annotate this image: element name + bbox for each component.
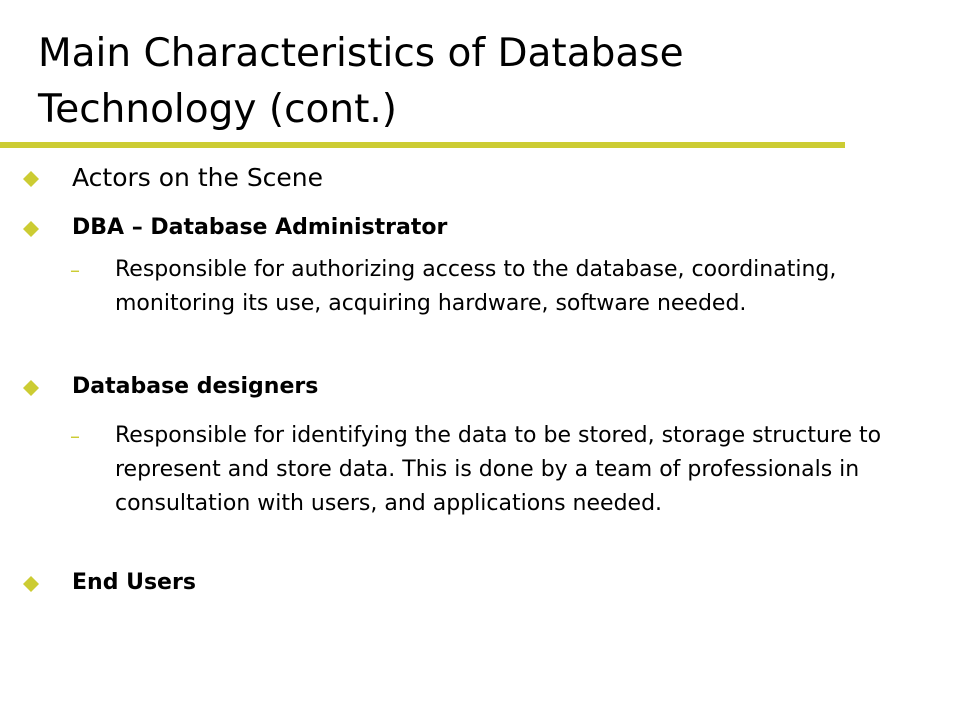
bullet-label: Actors on the Scene xyxy=(72,163,324,192)
dash-marker: – xyxy=(70,424,80,448)
sub-item-text: Responsible for authorizing access to the database, coordinating, monitoring its use, acquiring hardware, software needed. xyxy=(115,257,837,316)
diamond-bullet-icon xyxy=(22,170,40,188)
dash-marker: – xyxy=(70,258,80,282)
diamond-bullet-icon xyxy=(22,575,40,593)
bullet-label: End Users xyxy=(72,570,196,595)
diamond-bullet-icon xyxy=(22,220,40,238)
sub-item-text: Responsible for identifying the data to be stored, storage structure to represent and store data. This is done by a team of professionals in consultation with users, and applications needed. xyxy=(115,423,882,516)
diamond-bullet-icon xyxy=(22,379,40,397)
slide-title: Main Characteristics of Database Technology (cont.) xyxy=(38,31,684,132)
bullet-label: DBA – Database Administrator xyxy=(72,215,448,240)
bullet-label: Database designers xyxy=(72,374,319,399)
